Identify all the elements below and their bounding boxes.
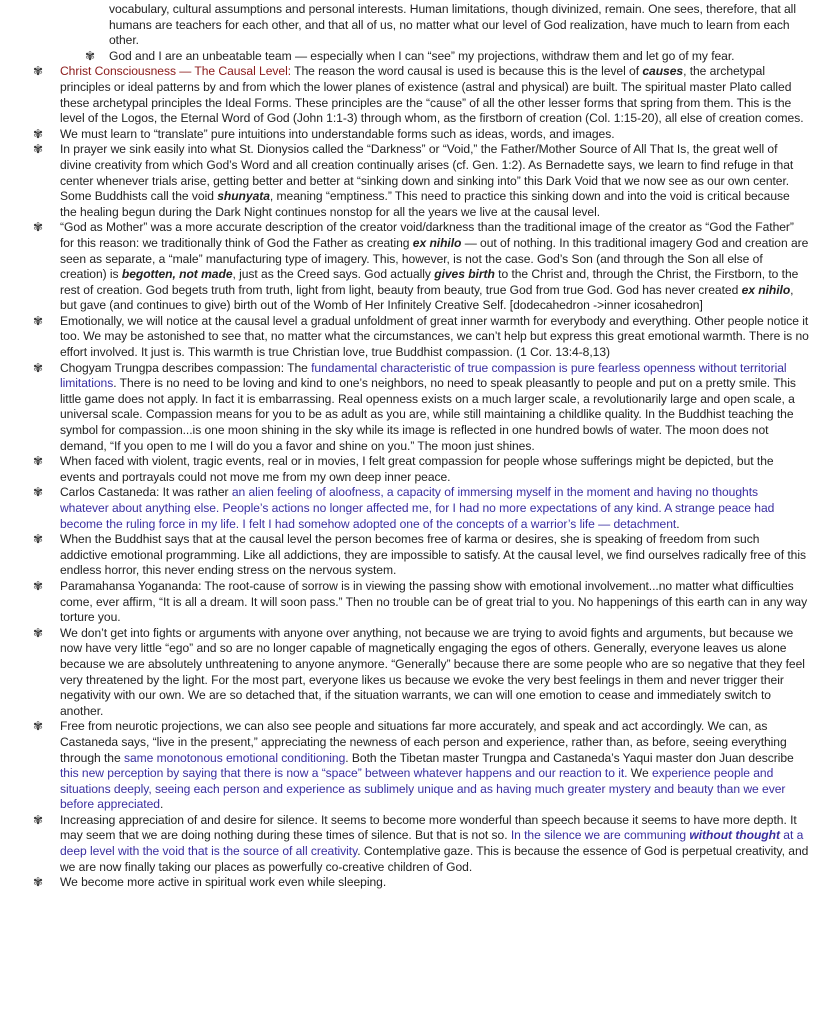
- flower-bullet-icon: ✾: [32, 625, 43, 640]
- body-text: vocabulary, cultural assumptions and personal interests. Human limitations, though divinized, remain. One sees, therefore, that all humans are teachers for each other, and that all of us, no matter what our level of God realization, have much to learn from each other.: [109, 2, 796, 48]
- body-text: We don’t get into fights or arguments with anyone over anything, not because we are trying to avoid fights and arguments, but because we now have very little “ego” and so are no longer capable of magnetically engaging the egos of others. Generally, everyone leaves us alone because we are absolutely unthreatening to anyone anymore. “Generally” because there are some people who are so negative that they feel very threatened by the light. For the most part, everyone likes us because we evoke the very best feelings in them and never trigger their negativity with our own. We are so detached that, if the situation warrants, we can will one emotion to cease and immediately switch to another.: [60, 625, 805, 718]
- body-text: , meaning “emptiness.” This need to practice this sinking down and into the void is critical because the healing begun during the Dark Night continues nonstop for all the years we live at the causal level.: [60, 189, 790, 219]
- body-text: . Contemplative gaze. This is because the essence of God is perpetual creativity, and we are now finally taking our places as powerfully co-creative children of God.: [60, 844, 809, 874]
- bullet-item: [0, 454, 829, 485]
- continuation-paragraph: [0, 2, 829, 49]
- quoted-text: fundamental characteristic of true compassion is pure fearless openness without territorial limitations: [60, 360, 787, 391]
- emphasis-text: ex nihilo: [412, 235, 462, 250]
- body-text: , but gave (and continues to give) birth out of the Womb of Her Infinitely Creative Self. [dodecahedron ->inner icosahedron]: [60, 282, 794, 313]
- flower-bullet-icon: ✾: [32, 454, 43, 469]
- body-text: In prayer we sink easily into what St. Dionysios called the “Darkness” or “Void,” the Father/Mother Source of All That Is, the great well of divine creativity from which God’s Word and all creation continually arises (cf. Gen. 1:2). As Bernadette says, we learn to find refuge in that center whenever trials arise, getting better and better at “sinking down and sinking into” this Dark Void that we now see as our own center. Some Buddhists call the void: [60, 142, 794, 204]
- body-text: Free from neurotic projections, we can also see people and situations far more accurately, and speak and act accordingly. We can, as Castaneda says, “live in the present,” appreciating the newness of each person and experience, rather than, as before, seeing everything through the: [60, 719, 787, 765]
- flower-bullet-icon: ✾: [32, 220, 43, 235]
- emphasis-text: begotten, not made: [121, 267, 233, 282]
- bullet-item: [0, 361, 829, 455]
- flower-bullet-icon: ✾: [32, 532, 43, 547]
- body-text: — out of nothing. In this traditional imagery God and creation are seen as separate, a “male” manufacturing type of imagery. This, however, is not the case. God’s Son (and through the Son all else of creation) is: [60, 235, 809, 282]
- flower-bullet-icon: ✾: [32, 126, 43, 141]
- emphasis-text: ex nihilo: [741, 282, 791, 297]
- quoted-text: at a deep level with the void that is the source of all creativity: [60, 828, 804, 859]
- body-text: .: [676, 516, 680, 531]
- flower-bullet-icon: ✾: [32, 313, 43, 328]
- bullet-item: [0, 719, 829, 813]
- body-text: When faced with violent, tragic events, real or in movies, I felt great compassion for people whose sufferings might be depicted, but the events and portrayals could not move me from my own deep inner peace.: [60, 454, 774, 484]
- bullet-item: [0, 813, 829, 875]
- emphasis-text: causes: [642, 64, 684, 79]
- bullet-item: [0, 314, 829, 361]
- flower-bullet-icon: ✾: [32, 142, 43, 157]
- body-text: Paramahansa Yogananda: The root-cause of sorrow is in viewing the passing show with emotional involvement...no matter what difficulties come, ever affirm, “It is all a dream. It will soon pass.” Then no trouble can be of great trial to you. No happenings of this earth can in any way torture you.: [60, 578, 808, 625]
- bullet-item: [0, 875, 829, 891]
- quoted-text: an alien feeling of aloofness, a capacity of immersing myself in the moment and having no thoughts whatever about anything else. People’s actions no longer affected me, for I had no more expectations of any kind. A strange peace had become the ruling force in my life. I felt I had somehow adopted one of the concepts of a warrior’s life — detachment: [60, 485, 775, 531]
- body-text: . Both the Tibetan master Trungpa and Castaneda’s Yaqui master don Juan describe: [345, 750, 794, 765]
- body-text: Chogyam Trungpa describes compassion: The: [60, 360, 312, 375]
- bullet-item: [0, 626, 829, 720]
- emphasis-text: shunyata: [217, 189, 270, 204]
- flower-bullet-icon: ✾: [32, 485, 43, 500]
- body-text: The reason the word causal is used is because this is the level of: [291, 64, 643, 79]
- bullet-item: [0, 64, 829, 126]
- flower-bullet-icon: ✾: [32, 812, 43, 827]
- sub-bullet-item: [0, 49, 829, 65]
- quoted-text: experience people and situations deeply, seeing each person and experience as sublimely unique and as having much greater mystery and beauty than we ever before appreciated: [60, 766, 786, 812]
- quoted-text: In the silence we are communing: [510, 828, 690, 843]
- section-heading: Christ Consciousness — The Causal Level:: [60, 64, 292, 79]
- bullet-item: [0, 485, 829, 532]
- body-text: . There is no need to be loving and kind to one’s neighbors, no need to speak pleasantly to people and put on a pretty smile. This little game does not apply. In fact it is embarrassing. Real openness exists on a much larger scale, a revolutionarily large and open scale, a universal scale. Compassion means for you to be as adult as you are, while still maintaining a childlike quality. In the Buddhist teaching the symbol for compassion...is one moon shining in the sky while its image is reflected in one hundred bowls of water. The moon does not demand, “If you open to me I will do you a favor and shine on you.” The moon just shines.: [60, 376, 796, 453]
- flower-bullet-icon: ✾: [32, 64, 43, 79]
- body-text: We must learn to “translate” pure intuitions into understandable forms such as ideas, words, and images.: [60, 126, 615, 141]
- quoted-text: same monotonous emotional conditioning: [123, 750, 346, 765]
- quoted-text: this new perception by saying that there is now a “space” between whatever happens and our reaction to it.: [60, 766, 628, 781]
- emphasis-text: gives birth: [434, 267, 495, 282]
- body-text: to the Christ and, through the Christ, the Firstborn, to the rest of creation. God begets truth from truth, light from light, beauty from beauty, true God from true God. God has never created: [60, 267, 799, 297]
- body-text: We: [627, 766, 652, 781]
- body-text: When the Buddhist says that at the causal level the person becomes free of karma or desires, she is speaking of freedom from such addictive emotional programming. Like all addictions, they are impossible to satisfy. At the causal level, we find ourselves radically free of this endless horror, this never ending stress on the nervous system.: [60, 532, 806, 578]
- bullet-item: [0, 127, 829, 143]
- body-text: Carlos Castaneda: It was rather: [60, 485, 232, 500]
- body-text: God and I are an unbeatable team — especially when I can “see” my projections, withdraw them and let go of my fear.: [109, 48, 735, 63]
- body-text: Increasing appreciation of and desire for silence. It seems to become more wonderful than speech because it seems to have more depth. It may seem that we are doing nothing during these times of silence. But that is not so.: [60, 812, 797, 843]
- bullet-item: [0, 532, 829, 579]
- flower-bullet-icon: ✾: [84, 48, 95, 63]
- bullet-item: [0, 220, 829, 314]
- flower-bullet-icon: ✾: [32, 578, 43, 593]
- flower-bullet-icon: ✾: [32, 719, 43, 734]
- body-text: , the archetypal principles or ideal patterns by and from which the lower planes of existence (astral and physical) are built. The spiritual master Plato called these archetypal principles the Ideal Forms. These principles are the “cause” of all the other lesser forms that spring from them. This is the level of the Logos, the Eternal Word of God (John 1:1-3) through whom, as the firstborn of creation (Col. 1:15-20), all else of creation comes.: [60, 64, 804, 126]
- body-text: Emotionally, we will notice at the causal level a gradual unfoldment of great inner warmth for everybody and everything. Other people notice it too. We may be astonished to see that, no matter what the circumstances, we can’t help but express this great emotional warmth. There is no effort involved. It just is. This warmth is true Christian love, true Buddhist compassion. (1 Cor. 13:4-8,13): [60, 313, 809, 360]
- quoted-text: without thought: [689, 828, 780, 843]
- body-text: “God as Mother” was a more accurate description of the creator void/darkness than the traditional image of the creator as “God the Father” for this reason: we traditionally think of God the Father as creating: [60, 220, 794, 250]
- body-text: We become more active in spiritual work even while sleeping.: [60, 875, 387, 890]
- body-text: , just as the Creed says. God actually: [232, 267, 435, 282]
- flower-bullet-icon: ✾: [32, 875, 43, 890]
- body-text: .: [159, 797, 164, 812]
- bullet-item: [0, 579, 829, 626]
- flower-bullet-icon: ✾: [32, 360, 43, 375]
- bullet-item: [0, 142, 829, 220]
